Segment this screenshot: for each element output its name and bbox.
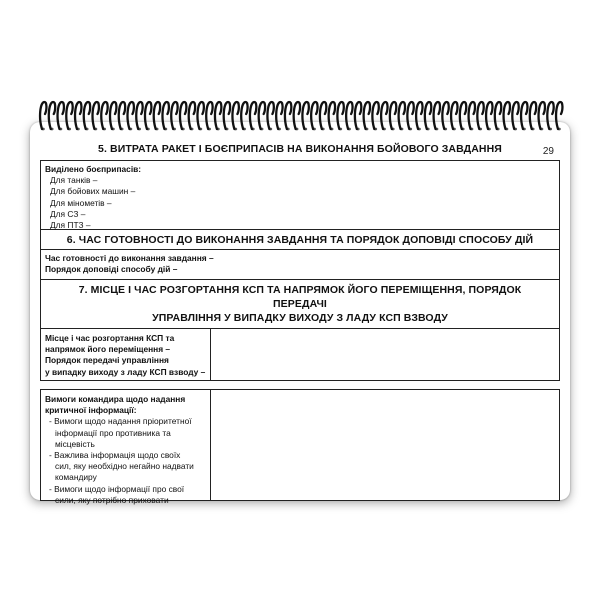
binding-ring bbox=[521, 102, 527, 129]
requirement-line: інформації про противника та bbox=[55, 427, 171, 438]
readiness-time-line: Час готовності до виконання завдання – bbox=[45, 253, 214, 263]
binding-ring bbox=[416, 102, 422, 129]
binding-ring bbox=[320, 102, 326, 129]
binding-ring bbox=[93, 102, 99, 129]
requirement-item bbox=[45, 450, 206, 484]
binding-ring bbox=[75, 102, 81, 129]
allocated-title: Виділено боєприпасів: bbox=[45, 164, 142, 174]
binding-ring bbox=[547, 102, 553, 129]
report-order-line: Порядок доповіді способу дій – bbox=[45, 264, 178, 275]
binding-ring bbox=[512, 102, 518, 129]
binding-ring bbox=[486, 102, 492, 129]
notebook-page bbox=[30, 122, 570, 505]
ksp-label-line: Порядок передачі управління bbox=[45, 355, 169, 366]
binding-ring bbox=[539, 102, 545, 129]
binding-ring bbox=[442, 102, 448, 129]
requirement-item bbox=[45, 416, 206, 450]
binding-ring bbox=[224, 102, 230, 129]
binding-ring bbox=[215, 102, 221, 129]
binding-ring bbox=[504, 102, 510, 129]
ksp-row-entry-field[interactable] bbox=[211, 329, 559, 380]
requirement-line: сил, яку необхідно негайно надвати bbox=[55, 461, 194, 472]
binding-ring bbox=[381, 102, 387, 129]
binding-ring bbox=[495, 102, 501, 129]
requirements-row bbox=[40, 389, 560, 505]
binding-ring bbox=[84, 102, 90, 129]
readiness-box bbox=[40, 250, 560, 280]
binding-ring bbox=[197, 102, 203, 129]
section-5-heading: 5. ВИТРАТА РАКЕТ І БОЄПРИПАСІВ НА ВИКОНАННЯ БОЙОВОГО ЗАВДАННЯ bbox=[98, 143, 502, 155]
binding-ring bbox=[434, 102, 440, 129]
binding-ring bbox=[145, 102, 151, 129]
page-content bbox=[40, 140, 560, 505]
binding-ring bbox=[128, 102, 134, 129]
binding-ring bbox=[390, 102, 396, 129]
ksp-row bbox=[40, 329, 560, 381]
binding-ring bbox=[460, 102, 466, 129]
binding-ring bbox=[136, 102, 142, 129]
section-6-heading: 6. ЧАС ГОТОВНОСТІ ДО ВИКОНАННЯ ЗАВДАННЯ ТА ПОРЯДОК ДОПОВІДІ СПОСОБУ ДІЙ bbox=[40, 230, 560, 250]
binding-ring bbox=[355, 102, 361, 129]
binding-ring bbox=[154, 102, 160, 129]
binding-ring bbox=[407, 102, 413, 129]
binding-ring bbox=[302, 102, 308, 129]
ammo-item-combat-vehicles: Для бойових машин – bbox=[50, 186, 136, 197]
binding-ring bbox=[469, 102, 475, 129]
ksp-label-line: у випадку виходу з ладу КСП взводу – bbox=[45, 366, 206, 377]
ksp-label-line: Місце і час розгортання КСП та bbox=[45, 333, 175, 343]
ammo-item-mortars: Для мінометів – bbox=[50, 197, 112, 208]
binding-ring bbox=[364, 102, 370, 129]
requirements-title-line: критичної інформації: bbox=[45, 405, 137, 416]
ammo-item-sz: Для СЗ – bbox=[50, 208, 86, 219]
binding-ring bbox=[241, 102, 247, 129]
binding-ring bbox=[206, 102, 212, 129]
binding-ring bbox=[556, 102, 562, 129]
binding-ring bbox=[311, 102, 317, 129]
requirement-line: місцевість bbox=[55, 438, 95, 449]
section-7-heading-line1: 7. МІСЦЕ І ЧАС РОЗГОРТАННЯ КСП ТА НАПРЯМОК ЙОГО ПЕРЕМІЩЕННЯ, ПОРЯДОК ПЕРЕДАЧІ bbox=[78, 284, 522, 310]
binding-ring bbox=[346, 102, 352, 129]
requirements-title-line: Вимоги командира щодо надання bbox=[45, 394, 186, 404]
requirement-line: - Вимоги щодо надання пріоритетної bbox=[49, 416, 192, 427]
section-7-heading-line2: УПРАВЛІННЯ У ВИПАДКУ ВИХОДУ З ЛАДУ КСП ВЗВОДУ bbox=[152, 312, 448, 324]
binding-ring bbox=[276, 102, 282, 129]
binding-ring bbox=[294, 102, 300, 129]
binding-ring bbox=[180, 102, 186, 129]
binding-ring bbox=[189, 102, 195, 129]
binding-ring bbox=[425, 102, 431, 129]
binding-ring bbox=[285, 102, 291, 129]
ammunition-box bbox=[40, 160, 560, 230]
section-7-heading bbox=[40, 280, 560, 329]
binding-ring bbox=[372, 102, 378, 129]
ksp-row-label bbox=[41, 329, 211, 380]
binding-ring bbox=[232, 102, 238, 129]
requirement-line: - Вимоги щодо інформації про свої bbox=[49, 483, 185, 494]
binding-ring bbox=[101, 102, 107, 129]
requirements-label bbox=[41, 390, 211, 505]
binding-ring bbox=[119, 102, 125, 129]
binding-ring bbox=[171, 102, 177, 129]
binding-ring bbox=[337, 102, 343, 129]
binding-ring bbox=[49, 102, 55, 129]
requirement-line: командиру bbox=[55, 472, 97, 483]
requirement-item bbox=[45, 484, 206, 506]
binding-ring bbox=[58, 102, 64, 129]
notebook bbox=[30, 106, 570, 505]
binding-ring bbox=[66, 102, 72, 129]
ammo-item-tanks: Для танків – bbox=[50, 175, 98, 186]
ammo-item-ptz: Для ПТЗ – bbox=[50, 220, 91, 231]
binding-ring bbox=[399, 102, 405, 129]
ksp-label-line: напрямок його переміщення – bbox=[45, 344, 171, 355]
requirement-line: - Важлива інформація щодо своїх bbox=[49, 450, 181, 461]
spiral-binding bbox=[30, 96, 570, 136]
page-number: 29 bbox=[542, 146, 554, 157]
binding-ring bbox=[530, 102, 536, 129]
requirements-entry-field[interactable] bbox=[211, 390, 559, 500]
binding-ring bbox=[267, 102, 273, 129]
binding-ring bbox=[250, 102, 256, 129]
requirement-line: сили, яку потрібно приховати bbox=[55, 494, 169, 505]
binding-ring bbox=[259, 102, 265, 129]
binding-ring bbox=[329, 102, 335, 129]
binding-ring bbox=[451, 102, 457, 129]
binding-ring bbox=[40, 102, 46, 129]
binding-ring bbox=[110, 102, 116, 129]
binding-ring bbox=[163, 102, 169, 129]
binding-ring bbox=[477, 102, 483, 129]
